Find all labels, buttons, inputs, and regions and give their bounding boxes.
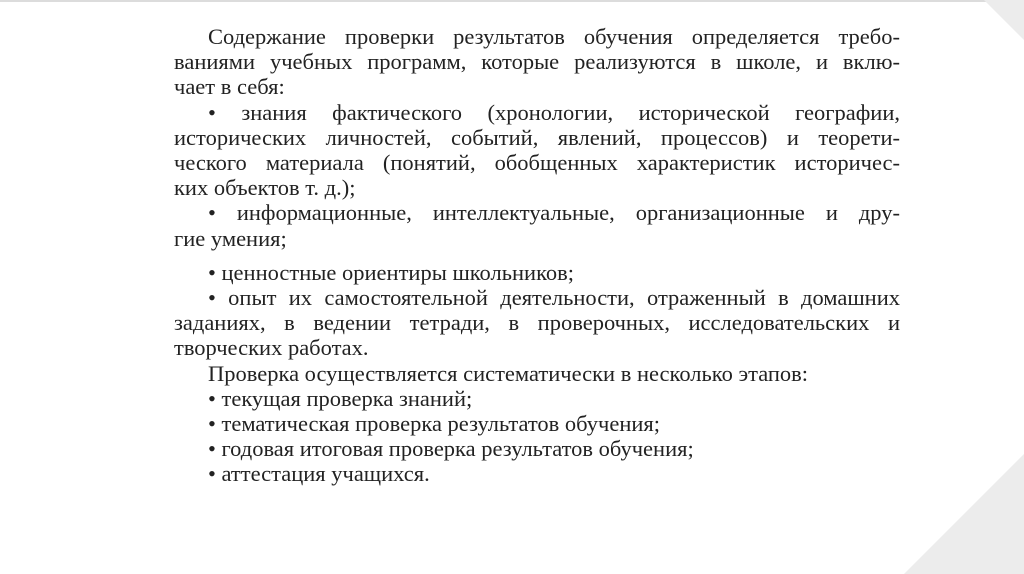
text-line: ваниями учебных программ, которые реализуются в школе, и вклю- [174,49,900,75]
text-line: • ценностные ориентиры школьников; [208,259,574,285]
text-line: исторических личностей, событий, явлений, процессов) и теорети- [174,124,900,150]
text-line: • аттестация учащихся. [208,461,430,487]
list-item-attestation [174,461,900,486]
list-item-skills [174,200,900,250]
text-line: • знания фактического (хронологии, исторической географии, [208,99,900,125]
list-item-annual-check [174,436,900,461]
corner-decoration-top [984,0,1024,40]
corner-decoration-bottom [904,454,1024,574]
text-line: • тематическая проверка результатов обучения; [208,411,660,437]
list-item-knowledge [174,100,900,201]
list-item-thematic-check [174,411,900,436]
text-line: творческих работах. [174,335,369,361]
paragraph-stages [174,361,900,386]
paragraph-intro [174,24,900,100]
text-line: заданиях, в ведении тетради, в проверочных, исследовательских и [174,310,900,336]
text-line: Проверка осуществляется систематически в несколько этапов: [208,360,809,386]
text-line: ких объектов т. д.); [174,175,356,201]
text-line: • годовая итоговая проверка результатов обучения; [208,436,694,462]
document-text [174,24,900,487]
list-item-experience [174,285,900,361]
top-border [0,0,1024,2]
text-line: ческого материала (понятий, обобщенных характеристик историчес- [174,150,900,176]
text-line: • опыт их самостоятельной деятельности, отраженный в домашних [208,285,900,311]
text-line: • текущая проверка знаний; [208,385,473,411]
list-item-current-check [174,386,900,411]
text-line: • информационные, интеллектуальные, организационные и дру- [208,200,900,226]
text-line: Содержание проверки результатов обучения определяется требо- [208,24,900,49]
text-line: гие умения; [174,225,287,251]
list-item-values [174,260,900,285]
text-line: чает в себя: [174,74,285,100]
